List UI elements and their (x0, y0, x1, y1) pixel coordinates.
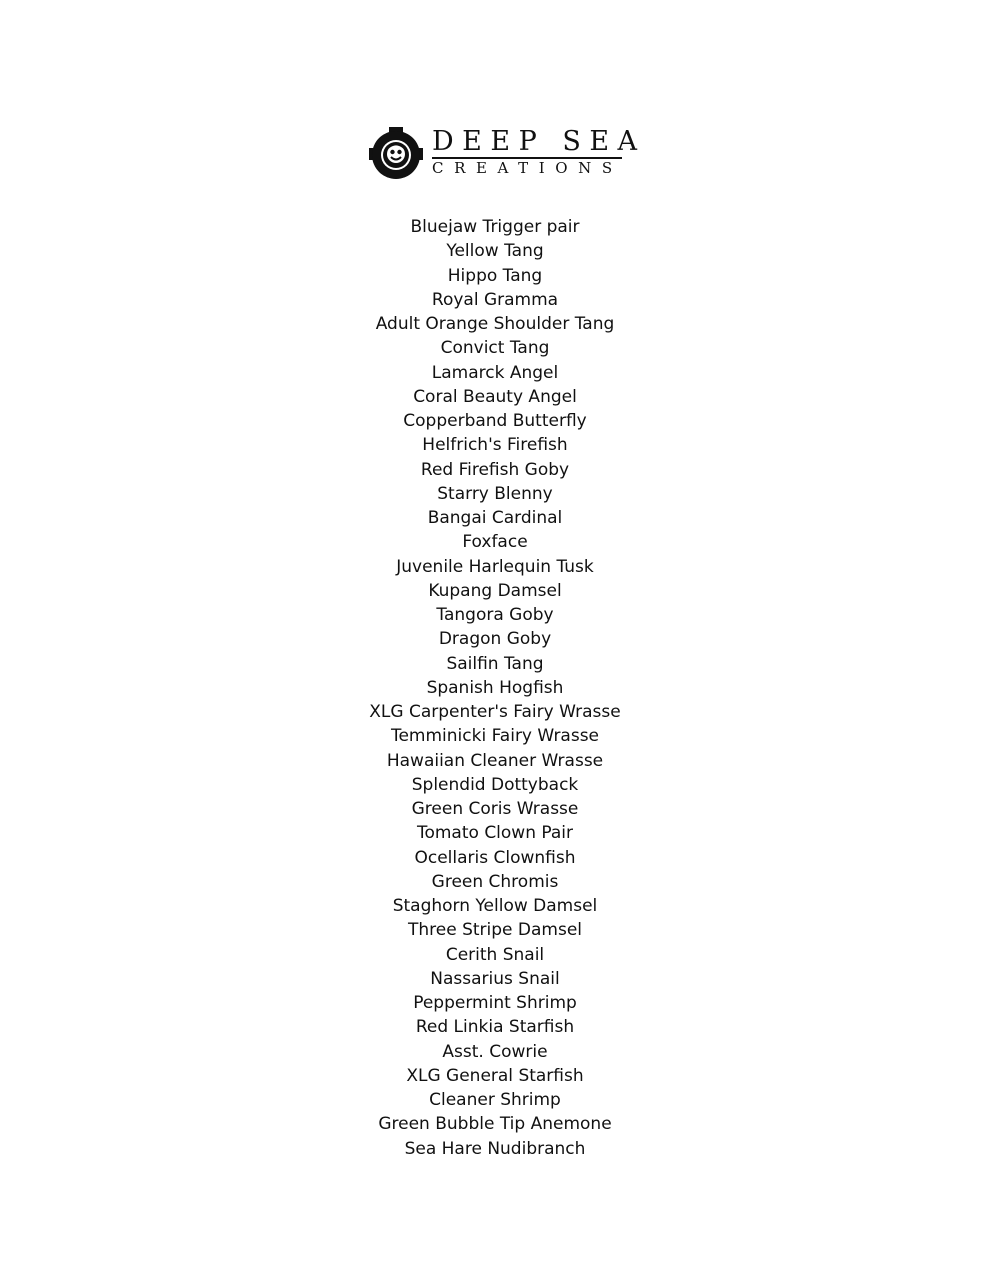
list-item: Lamarck Angel (431, 362, 559, 383)
list-item: Spanish Hogfish (426, 677, 564, 698)
list-item: Bluejaw Trigger pair (410, 217, 580, 237)
list-item: Helfrich's Firefish (422, 435, 568, 456)
list-item: Tomato Clown Pair (416, 823, 574, 844)
list-item: Convict Tang (440, 338, 550, 359)
list-item: Cerith Snail (445, 944, 545, 965)
list-item: Copperband Butterfly (403, 411, 587, 431)
list-item: Three Stripe Damsel (407, 920, 583, 941)
list-item: Juvenile Harlequin Tusk (396, 556, 594, 577)
list-item: Red Firefish Goby (420, 459, 570, 480)
list-item: Peppermint Shrimp (413, 993, 577, 1013)
logo-title: DEEP SEA (432, 126, 646, 157)
list-item: Asst. Cowrie (442, 1041, 548, 1062)
list-item: Starry Blenny (437, 483, 553, 504)
list-item: Splendid Dottyback (411, 774, 579, 795)
list-item: Cleaner Shrimp (429, 1090, 561, 1110)
deep-sea-creations-logo (366, 126, 646, 182)
list-item: Foxface (462, 532, 528, 553)
list-item: Royal Gramma (431, 289, 559, 310)
list-item: Red Linkia Starfish (415, 1017, 575, 1038)
list-item: Nassarius Snail (430, 968, 560, 989)
list-item: Hippo Tang (447, 265, 543, 286)
list-item: Dragon Goby (438, 629, 552, 650)
list-item: XLG General Starfish (406, 1065, 584, 1086)
species-list (245, 215, 745, 1161)
logo-subtitle: CREATIONS (432, 159, 623, 177)
list-item: Bangai Cardinal (427, 508, 563, 528)
list-item: Staghorn Yellow Damsel (392, 896, 598, 916)
logo-wordmark (432, 126, 646, 182)
list-item: Yellow Tang (446, 241, 544, 262)
list-item: Ocellaris Clownfish (414, 847, 576, 868)
list-item: Tangora Goby (436, 605, 554, 625)
list-item: Green Bubble Tip Anemone (378, 1114, 612, 1135)
list-item: Adult Orange Shoulder Tang (375, 314, 615, 334)
list-item: Sailfin Tang (446, 653, 544, 674)
list-item: Hawaiian Cleaner Wrasse (386, 750, 604, 771)
porthole-diver-helmet-icon (368, 126, 424, 182)
list-item: Green Chromis (431, 871, 559, 892)
list-item: Kupang Damsel (428, 580, 562, 601)
list-item: XLG Carpenter's Fairy Wrasse (369, 702, 621, 722)
list-item: Green Coris Wrasse (411, 799, 579, 819)
list-item: Coral Beauty Angel (413, 386, 577, 407)
list-item: Temminicki Fairy Wrasse (390, 726, 600, 747)
list-item: Sea Hare Nudibranch (404, 1138, 586, 1159)
